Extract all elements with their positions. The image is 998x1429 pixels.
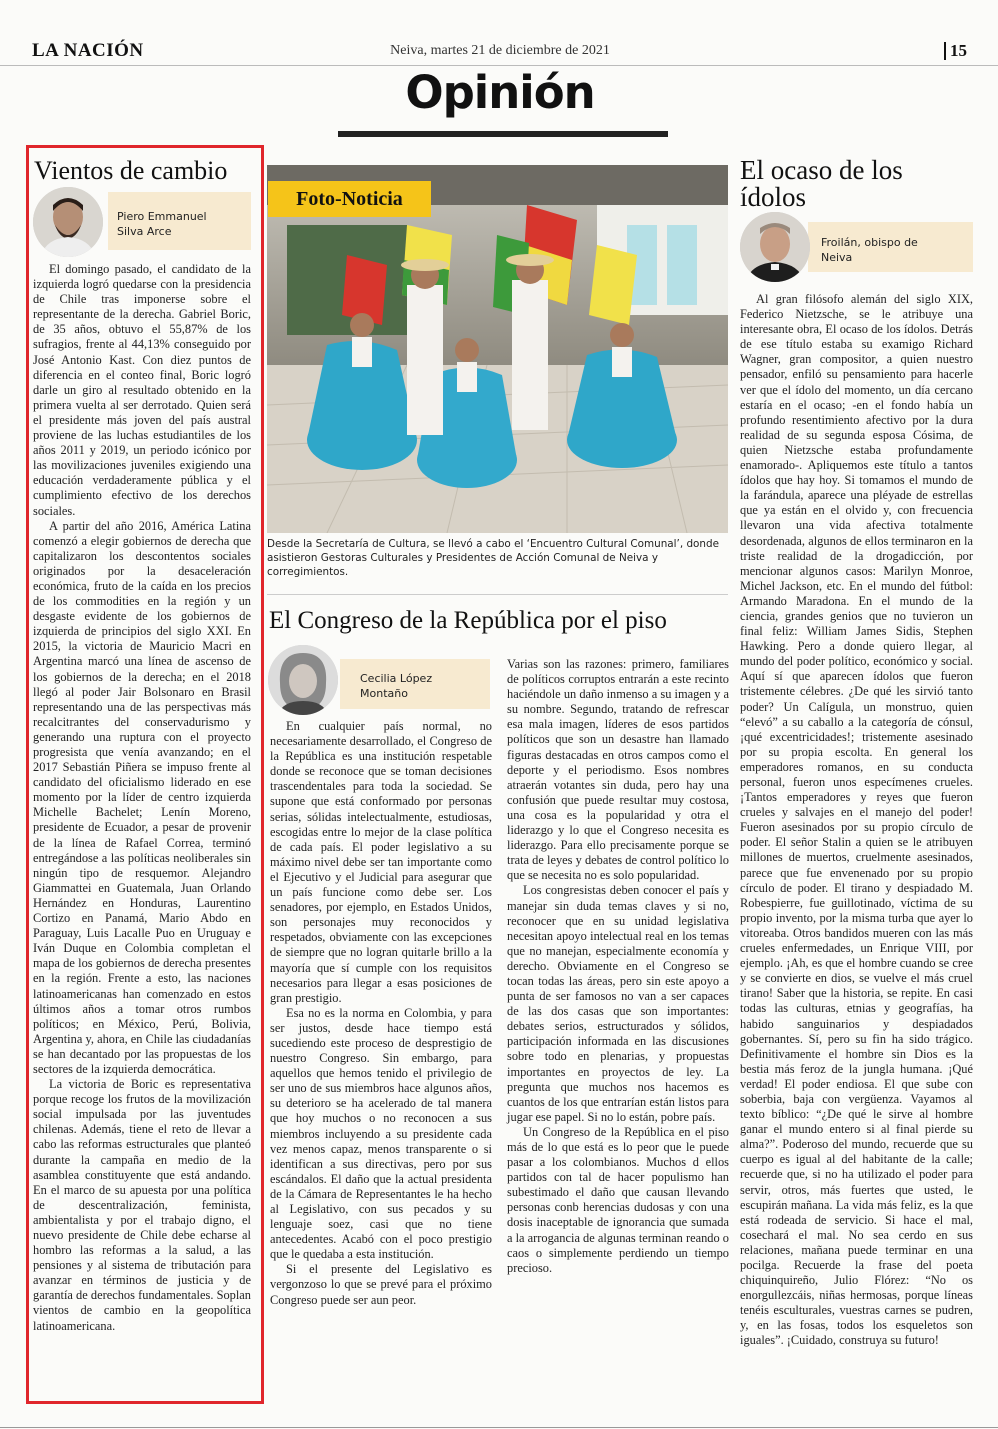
author-portrait-icon: [33, 187, 103, 257]
article-left-title: Vientos de cambio: [34, 156, 228, 185]
author-portrait-icon: [740, 212, 810, 282]
avatar: [740, 212, 810, 282]
article-center-title: El Congreso de la República por el piso: [269, 607, 667, 634]
dancers-photo-icon: [267, 165, 728, 533]
article-right-body: [740, 292, 973, 1349]
paragraph: Al gran filósofo alemán del siglo XIX, Federico Nietzsche, se le atribuye una interesante obra, El ocaso de los ídolos. Detrás de ese título estaba su examigo Richard Wagner, gran compositor, a quien nuestro pensador, enfiló su pensamiento para hacerle ver que el ídolo del momento, un día cercano estaría en el ocaso; -en el fondo había un profundo resentimiento afectivo por la dura realidad de su segunda esposa Cósima, de quien Nietzsche estaba profundamente enamorado-. Apliquemos este título a tantos ídolos que hay hoy. Si tomamos el mundo de la farándula, aparece una pléyade de estrellas que ya están en el olvido y, con frecuencia llevaron una vida afectiva totalmente desordenada, algunos de ellos terminaron en la triste realidad de la drogadicción, por mencionar algunos casos: Marilyn Monroe, Michel Jackson, etc. En el mundo del fútbol: Armando Maradona. En el mundo de la ciencia, grandes genios que no tuvieron un final feliz: William James Sidis, Stephen Hawking. Pero a donde quiero llegar, al mundo del poder político, económico y social. Aquí sí que aparecen ídolos que fueron tristemente célebres. ¿De qué les sirvió tanto poder? Un Calígula, un monstruo, quien “elevó” a su caballo a la categoría de cónsul, ¡qué excentricidades!; tristemente asesinado por su propia escolta. En general los emperadores romanos, en su conducta personal, fueron unos especímenes crueles. ¡Tantos emperadores y reyes que fueron crueles y salvajes en el manejo del poder! Fueron asesinados por su propio círculo de poder. El señor Stalin a quien se le atribuyen millones de muertos, cruelmente asesinados, parece que fue envenenado por su propio círculo de poder. El tirano y despiadado M. Robespierre, fue guillotinado, víctima de su propio invento, por la misma turba que ayer lo vitoreaba. Otros bandidos mueren con las más crueles enfermedades, un Enrique VIII, por ejemplo. ¡Ah, es que el hombre cuando se cree y se convierte en dios, se vuelve el más cruel tirano! Saber que la historia, se repite. En casi todas las culturas, etnias y geografías, ha habido sanguinarios y despiadados gobernantes. Sí, pero su fin ha sido trágico. Definitivamente el hombre sin Dios es la bestia más feroz de la jungla humana. ¡Qué verdad! El poder endiosa. El que sube con soberbia, baja con vergüenza. Vayamos al texto bíblico: “¿De qué le sirve al hombre ganar el mundo entero si al final pierde su alma?”. Poderoso del mundo, recuerde que su cuerpo es igual al del habitante de la calle; recuerde que, si no ha utilizado el poder para servir, otros, más fuertes que usted, le escupirán mañana. La vida más feliz, es la que está rodeada de servicio. Si hace el mal, cosechará el mal. No sea cerdo en sus relaciones, mañana puede terminar en una pocilga. Recuerde la frase del poeta chiquinquireño, Julio Flórez: “No os enorgullezcáis, niñas hermosas, porque líneas tenéis esculturales, vuestras carnes se pudren, y, en las fosas, todos los esqueletos son iguales”. ¡Cuidado, construya su futuro!: [740, 292, 973, 1348]
mid-divider: [267, 594, 728, 595]
paragraph: El domingo pasado, el candidato de la izquierda logró quedarse con la presidencia de Chile tras imponerse sobre el representante de la derecha. Gabriel Boric, de 35 años, obtuvo el 55,87% de los sufragios, frente al 44,13% conseguido por José Antonio Kast. Con diez puntos de diferencia en el conteo final, Boric logró darle un giro al resultado obtenido en la primera vuelta al ser derrotado. Quien será el presidente más joven del país austral proviene de las luchas estudiantiles de los años 2011 y 2019, un periodo icónico por las movilizaciones juveniles exigiendo una educación verdaderamente pública y el cumplimiento efectivo de los derechos sociales.: [33, 262, 251, 518]
article-center-body-col2: [507, 657, 729, 1276]
article-center-body-col1: [270, 719, 492, 1308]
author-name-center: Cecilia López Montaño: [360, 672, 433, 700]
article-right-title: El ocaso de los ídolos: [740, 155, 903, 212]
photo-news-label: Foto-Noticia: [268, 181, 431, 217]
paragraph: Si el presente del Legislativo es vergonzoso lo que se prevé para el próximo Congreso puede ser aun peor.: [270, 1262, 492, 1307]
author-name-right: Froilán, obispo de Neiva: [821, 236, 918, 264]
avatar: [268, 645, 338, 715]
paragraph: En cualquier país normal, no necesariamente desarrollado, el Congreso de la República es una institución respetable donde se reconoce que se toman decisiones trascendentales para toda la sociedad. Se supone que está conformado por personas serias, sólidas intelectualmente, estudiosas, escogidas entre lo mejor de la clase política de cada país. El poder legislativo a su máximo nivel debe ser tan importante como el Ejecutivo y el Judicial para asegurar que un país funcione como debe ser. Los senadores, por ejemplo, en Estados Unidos, son personajes muy reconocidos y respetados, obviamente con las excepciones de siempre que no logran quitarle brillo a la mayoría que sí cumple con los requisitos necesarios para llegar a esas posiciones de gran prestigio.: [270, 719, 492, 1005]
bottom-divider: [0, 1427, 998, 1428]
paragraph: La victoria de Boric es representativa porque recoge los frutos de la movilización social impulsada por las juventudes chilenas. Además, tiene el reto de llevar a cabo las reformas estructurales que planteó durante la campaña en medio de la asamblea constituyente que está andando. En el marco de su apuesta por una política de descentralización, feminista, ambientalista y por el trabajo digno, el nuevo presidente de Chile debe echarse al hombro las reformas a la salud, a las pensiones y al sistema de tributación para avanzar en términos de justicia y de garantía de derechos fundamentales. Soplan vientos de cambio en la geopolítica latinoamericana.: [33, 1077, 251, 1333]
avatar: [33, 187, 103, 257]
paragraph: Esa no es la norma en Colombia, y para ser justos, desde hace tiempo está sucediendo este proceso de desprestigio de nuestro Congreso. Sin embargo, para aquellos que hemos tenido el privilegio de ser uno de sus miembros hace algunos años, su deterioro se ha acelerado de tal manera que hoy muchos o no reconocen a sus miembros incluyendo a su presidente cada vez menos capaz, menos transparente o si identifican a sus directivas, pero por sus escándalos. El daño que la actual presidenta de la Cámara de Representantes le ha hecho al Legislativo, con sus pecados y su lenguaje soez, casi que no tiene antecedentes. Acabó con el poco prestigio que le quedaba a esta institución.: [270, 1005, 492, 1262]
section-title: Opinión: [405, 66, 595, 119]
page-number: 15: [944, 42, 967, 60]
photo-news-image: [267, 165, 728, 533]
paragraph: A partir del año 2016, América Latina comenzó a elegir gobiernos de derecha que capitalizaron los descontentos sociales originados por la desaceleración económica, fruto de la caída en los precios de los commodities en la región y un desgaste evidente de los gobiernos de izquierda de principios del siglo XXI. En 2015, la victoria de Mauricio Macri en Argentina marcó una línea de ascenso de los gobiernos de la derecha; en el 2018 llegó al poder Jair Bolsonaro en Brasil representando una de las perspectivas más recalcitrantes del conservadurismo y generando una ruptura con el proyecto progresista que venía avanzando; en el 2017 Sebastián Piñera se impuso frente al candidato del oficialismo liderado en ese momento por la líder de centro izquierda Michelle Bachelet; Lenín Moreno, presidente de Ecuador, a pesar de provenir de la línea de Rafael Correa, terminó entregándose a las políticas neoliberales sin ningún tipo de resquemor. Alejandro Giammattei en Guatemala, Juan Orlando Hernández en Honduras, Laurentino Cortizo en Panamá, Mario Abdo en Paraguay, Luis Lacalle Puo en Uruguay e Iván Duque en Colombia completan el mapa de los gobiernos de derecha presentes en la región. Frente a esto, las naciones latinoamericanas han comenzado en estos últimos años a tomar otros rumbos políticos; en México, Perú, Bolivia, Argentina y, ahora, en Chile las ciudadanías se han decantado por las propuestas de los sectores de la izquierda democrática.: [33, 518, 251, 1076]
author-name-left: Piero Emmanuel Silva Arce: [117, 210, 207, 238]
issue-date: Neiva, martes 21 de diciembre de 2021: [390, 43, 610, 58]
author-portrait-icon: [268, 645, 338, 715]
section-underline: [338, 131, 668, 137]
article-left-body: [33, 262, 251, 1334]
photo-caption: Desde la Secretaría de Cultura, se llevó a cabo el ‘Encuentro Cultural Comunal’, donde asistieron Gestoras Culturales y Presidentes de Acción Comunal de Neiva y corregimientos.: [267, 538, 719, 578]
paragraph: Varias son las razones: primero, familiares de políticos corruptos entrarán a este recinto haciéndole un daño inmenso a su imagen y a su nombre. Segundo, tratando de refrescar esa mala imagen, líderes de esos partidos políticos que son un desastre han llamado figuras destacadas en otros campos como el deporte y el periodismo. Esos nombres atraerán votantes sin duda, pero hay una confusión que puede resultar muy costosa, una cosa es la popularidad y otra el liderazgo y lo que el Congreso necesita es liderazgo. Para ello precisamente porque se trata de leyes y debates de control político lo que se necesita no es solo popularidad.: [507, 657, 729, 883]
newspaper-logo: LA NACIÓN: [32, 40, 144, 61]
paragraph: Los congresistas deben conocer el país y manejar sin duda temas claves y si no, reconocer que en su unidad legislativa necesitan apoyo intelectual real en los temas que no manejan, especialmente economía y derecho. Obviamente en el Congreso se tocan todas las áreas, pero sin este apoyo a punta de ser famosos no van a ser capaces de las dos casas que son importantes: debates serios, estructurados y sólidos, participación informada en las discusiones sobre todo en plenarias, y propuestas importantes en proyectos de ley. La pregunta que muchos nos hacemos es cuantos de los que entrarían están listos para jugar ese papel. Si no lo están, pobre país.: [507, 883, 729, 1124]
paragraph: Un Congreso de la República en el piso más de lo que está es lo peor que le puede pasar a los colombianos. Muchos d ellos partidos con tal de hacer populismo han subestimado el daño que causan llevando personas conb herencias dudosas y con una dosis inaceptable de ignorancia que sumada a la arrogancia de algunas terminan reando o caos o simplemente perdiendo un tiempo precioso.: [507, 1124, 729, 1275]
